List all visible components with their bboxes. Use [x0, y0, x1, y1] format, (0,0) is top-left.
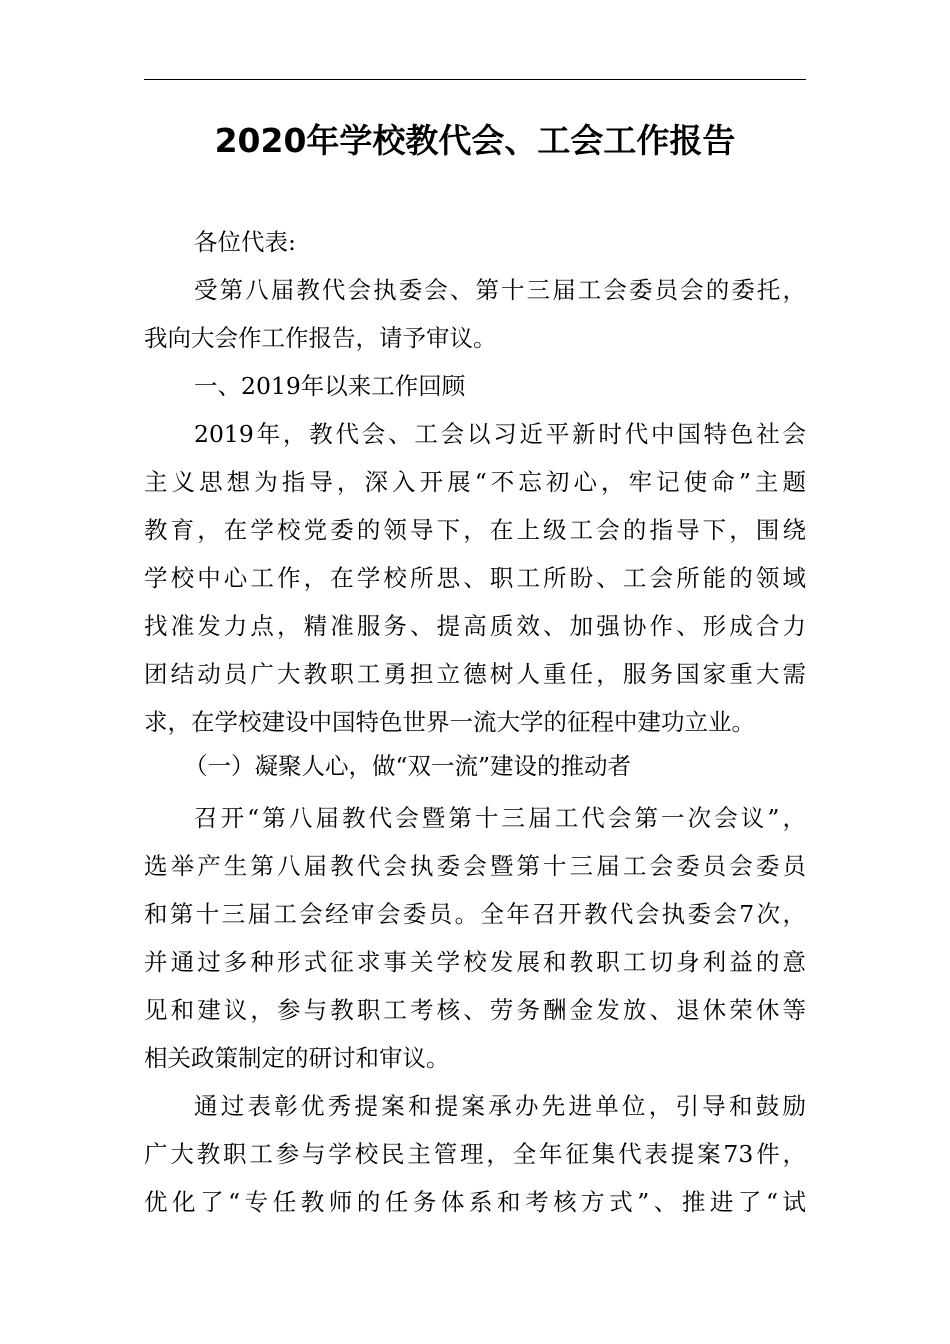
- body-line: 团结动员广大教职工勇担立德树人重任，服务国家重大需: [144, 660, 806, 688]
- body-line: 我向大会作工作报告，请予审议。: [144, 324, 497, 352]
- body-line: 求，在学校建设中国特色世界一流大学的征程中建功立业。: [144, 708, 755, 736]
- body-line: 见和建议，参与教职工考核、劳务酬金发放、退休荣休等: [144, 996, 806, 1024]
- header-rule: [144, 79, 806, 80]
- body-line: 相关政策制定的研讨和审议。: [144, 1044, 450, 1072]
- salutation: 各位代表:: [194, 228, 296, 256]
- body-line: 通过表彰优秀提案和提案承办先进单位，引导和鼓励: [194, 1092, 806, 1120]
- body-line: 优化了“专任教师的任务体系和考核方式”、推进了“试: [144, 1188, 806, 1216]
- body-line: 受第八届教代会执委会、第十三届工会委员会的委托，: [194, 276, 806, 304]
- body-line: 教育，在学校党委的领导下，在上级工会的指导下，围绕: [144, 516, 806, 544]
- body-line: 学校中心工作，在学校所思、职工所盼、工会所能的领域: [144, 564, 806, 592]
- body-line: 2019年，教代会、工会以习近平新时代中国特色社会: [194, 420, 806, 448]
- body-line: 召开“第八届教代会暨第十三届工代会第一次会议”，: [194, 804, 806, 832]
- body-line: 找准发力点，精准服务、提高质效、加强协作、形成合力: [144, 612, 806, 640]
- section-heading: 一、2019年以来工作回顾: [194, 372, 466, 400]
- body-line: 和第十三届工会经审会委员。全年召开教代会执委会7次，: [144, 900, 806, 928]
- body-line: 主义思想为指导，深入开展“不忘初心，牢记使命”主题: [144, 468, 806, 496]
- body-line: 选举产生第八届教代会执委会暨第十三届工会委员会委员: [144, 852, 806, 880]
- document-title: 2020年学校教代会、工会工作报告: [214, 121, 736, 160]
- body-line: 广大教职工参与学校民主管理，全年征集代表提案73件，: [144, 1140, 806, 1168]
- body-line: 并通过多种形式征求事关学校发展和教职工切身利益的意: [144, 948, 806, 976]
- subsection-heading: （一）凝聚人心，做“双一流”建设的推动者: [184, 752, 632, 780]
